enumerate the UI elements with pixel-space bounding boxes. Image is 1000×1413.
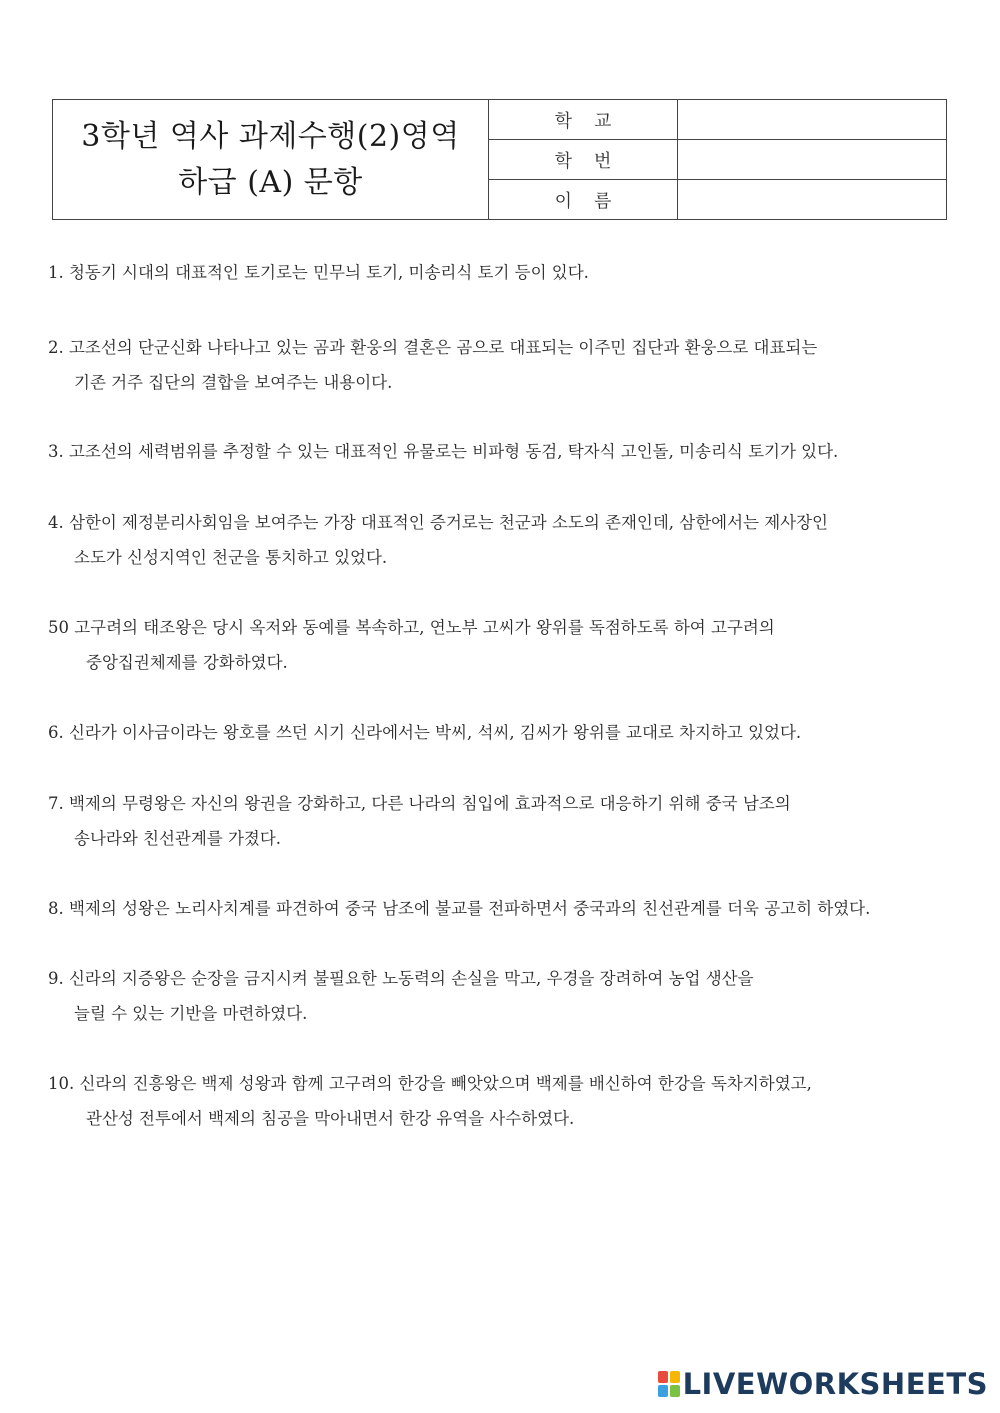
school-row: [489, 100, 946, 140]
logo-mark-icon: [658, 1371, 680, 1397]
question-text: 9. 신라의 지증왕은 순장을 금지시켜 불필요한 노동력의 손실을 막고, 우경을 장려하여 농업 생산을: [48, 969, 754, 988]
question-text: 2. 고조선의 단군신화 나타나고 있는 곰과 환웅의 결혼은 곰으로 대표되는 이주민 집단과 환웅으로 대표되는: [48, 338, 818, 357]
question-text: 10. 신라의 진흥왕은 백제 성왕과 함께 고구려의 한강을 빼앗았으며 백제를 배신하여 한강을 독차지하였고,: [48, 1074, 812, 1093]
logo-mark-square: [658, 1385, 668, 1397]
question-text-continued: 송나라와 친선관계를 가졌다.: [74, 829, 282, 848]
question-text: 4. 삼한이 제정분리사회임을 보여주는 가장 대표적인 증거로는 천군과 소도의 존재인데, 삼한에서는 제사장인: [48, 513, 828, 532]
question-text-continued: 관산성 전투에서 백제의 침공을 막아내면서 한강 유역을 사수하였다.: [86, 1109, 575, 1128]
question-4: [48, 505, 952, 575]
worksheet-title: [53, 100, 489, 219]
question-text: 1. 청동기 시대의 대표적인 토기로는 민무늬 토기, 미송리식 토기 등이 있다.: [48, 263, 589, 282]
logo-mark-square: [658, 1371, 668, 1383]
question-5: [48, 610, 952, 680]
title-line-1: 3학년 역사 과제수행(2)영역: [81, 118, 460, 154]
name-row: [489, 180, 946, 219]
student-number-field[interactable]: [678, 140, 946, 179]
question-text: 6. 신라가 이사금이라는 왕호를 쓰던 시기 신라에서는 박씨, 석씨, 김씨가 왕위를 교대로 차지하고 있었다.: [48, 723, 802, 742]
school-label: 학교: [489, 100, 678, 139]
question-text-continued: 중앙집권체제를 강화하였다.: [86, 653, 288, 672]
name-label: 이름: [489, 180, 678, 219]
school-field[interactable]: [678, 100, 946, 139]
question-3: [48, 434, 952, 469]
logo-text: LIVEWORKSHEETS: [682, 1367, 988, 1401]
question-text: 50 고구려의 태조왕은 당시 옥저와 동예를 복속하고, 연노부 고씨가 왕위를 독점하도록 하여 고구려의: [48, 618, 775, 637]
question-10: [48, 1066, 952, 1136]
question-8: [48, 891, 952, 926]
question-7: [48, 786, 952, 856]
name-field[interactable]: [678, 180, 946, 219]
question-6: [48, 715, 952, 750]
question-text-continued: 기존 거주 집단의 결합을 보여주는 내용이다.: [74, 373, 393, 392]
question-text-continued: 소도가 신성지역인 천군을 통치하고 있었다.: [74, 548, 388, 567]
question-text-continued: 늘릴 수 있는 기반을 마련하였다.: [74, 1004, 308, 1023]
question-text: 8. 백제의 성왕은 노리사치계를 파견하여 중국 남조에 불교를 전파하면서 중국과의 친선관계를 더욱 공고히 하였다.: [48, 899, 871, 918]
question-1: [48, 255, 952, 290]
question-text: 3. 고조선의 세력범위를 추정할 수 있는 대표적인 유물로는 비파형 동검, 탁자식 고인돌, 미송리식 토기가 있다.: [48, 442, 839, 461]
question-2: [48, 330, 952, 400]
student-info: [489, 100, 946, 219]
logo-mark-square: [670, 1371, 680, 1383]
header-table: [52, 99, 947, 220]
student-number-row: [489, 140, 946, 180]
title-line-2: 하급 (A) 문항: [178, 164, 363, 200]
liveworksheets-logo[interactable]: [658, 1367, 988, 1401]
logo-mark-square: [670, 1385, 680, 1397]
student-number-label: 학번: [489, 140, 678, 179]
question-text: 7. 백제의 무령왕은 자신의 왕권을 강화하고, 다른 나라의 침입에 효과적으로 대응하기 위해 중국 남조의: [48, 794, 791, 813]
question-9: [48, 961, 952, 1031]
